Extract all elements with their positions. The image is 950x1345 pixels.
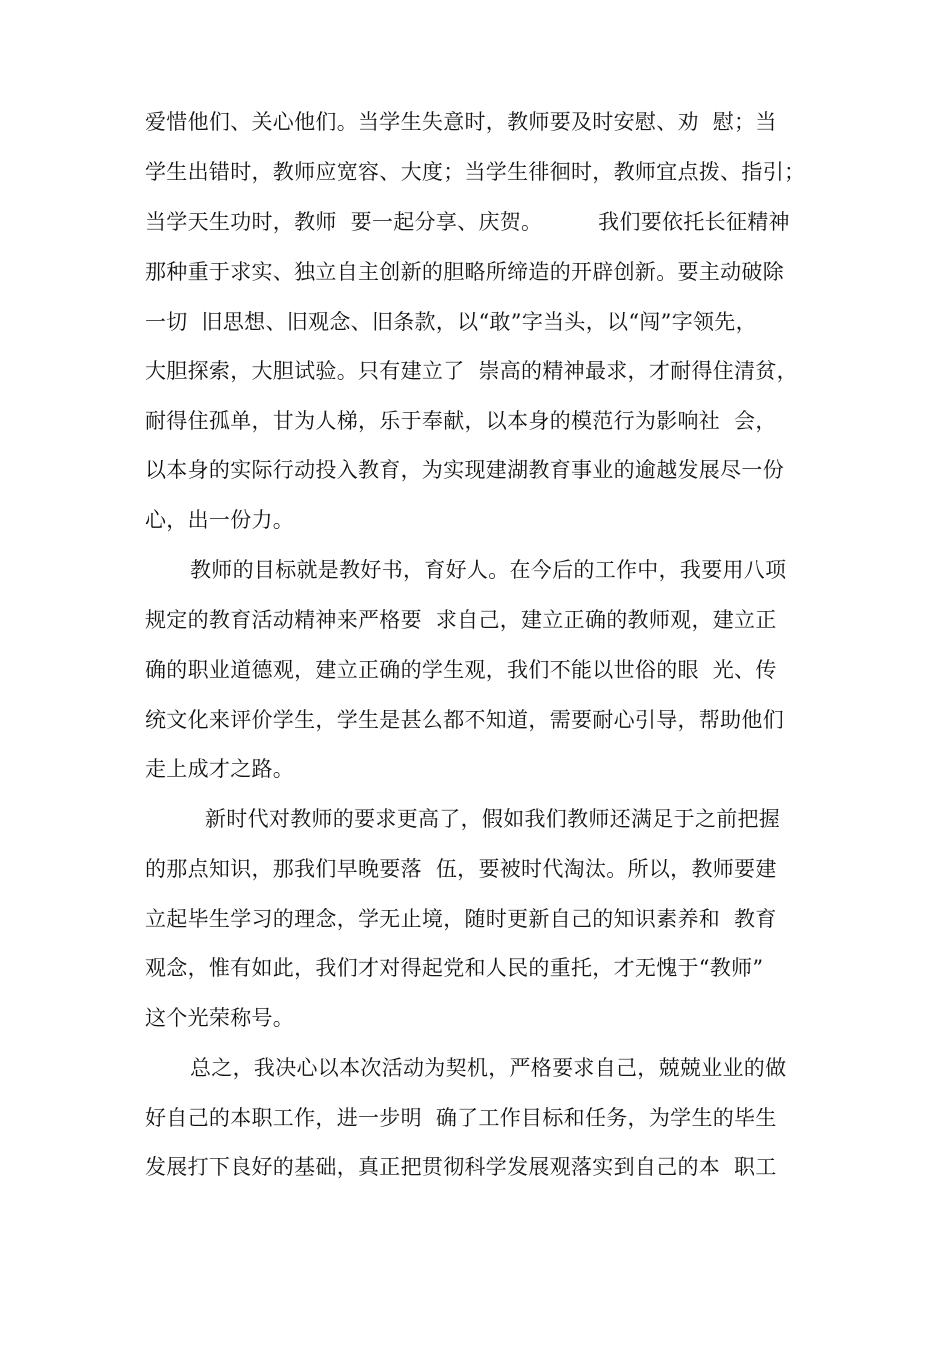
text-line: 耐得住孤单，甘为人梯，乐于奉献，以本身的模范行为影响社 会， bbox=[145, 409, 777, 433]
text-line: 学生出错时，教师应宽容、大度；当学生徘徊时，教师宜点拨、指引； bbox=[145, 160, 806, 184]
paragraph-first-line: 教师的目标就是教好书，育好人。在今后的工作中，我要用八项 bbox=[190, 558, 787, 582]
text-line: 的那点知识，那我们早晚要落 伍，要被时代淘汰。所以，教师要建 bbox=[145, 857, 777, 881]
text-line: 爱惜他们、关心他们。当学生失意时，教师要及时安慰、劝 慰；当 bbox=[145, 110, 777, 134]
paragraph-first-line: 总之，我决心以本次活动为契机，严格要求自己，兢兢业业的做 bbox=[190, 1056, 787, 1080]
text-line: 当学天生功时，教师 要一起分享、庆贺。 我们要依托长征精神 bbox=[145, 210, 790, 234]
text-line: 规定的教育活动精神来严格要 求自己，建立正确的教师观，建立正 bbox=[145, 608, 777, 632]
text-line: 统文化来评价学生，学生是甚么都不知道，需要耐心引导，帮助他们 bbox=[145, 708, 784, 732]
text-line: 这个光荣称号。 bbox=[145, 1006, 295, 1030]
text-line: 观念，惟有如此，我们才对得起党和人民的重托，才无愧于“教师” bbox=[145, 956, 764, 980]
text-line: 确的职业道德观，建立正确的学生观，我们不能以世俗的眼 光、传 bbox=[145, 658, 777, 682]
text-line: 那种重于求实、独立自主创新的胆略所缔造的开辟创新。要主动破除 bbox=[145, 260, 784, 284]
text-line: 大胆探索，大胆试验。只有建立了 崇高的精神最求，才耐得住清贫， bbox=[145, 359, 798, 383]
text-line: 发展打下良好的基础，真正把贯彻科学发展观落实到自己的本 职工 bbox=[145, 1155, 777, 1179]
text-line: 心，出一份力。 bbox=[145, 508, 295, 532]
text-line: 一切 旧思想、旧观念、旧条款，以“敢”字当头，以“闯”字领先， bbox=[145, 310, 757, 334]
paragraph-first-line: 新时代对教师的要求更高了，假如我们教师还满足于之前把握 bbox=[205, 807, 781, 831]
text-line: 走上成才之路。 bbox=[145, 757, 295, 781]
text-line: 好自己的本职工作，进一步明 确了工作目标和任务，为学生的毕生 bbox=[145, 1106, 777, 1130]
text-line: 以本身的实际行动投入教育，为实现建湖教育事业的逾越发展尽一份 bbox=[145, 458, 784, 482]
text-line: 立起毕生学习的理念，学无止境，随时更新自己的知识素养和 教育 bbox=[145, 907, 777, 931]
